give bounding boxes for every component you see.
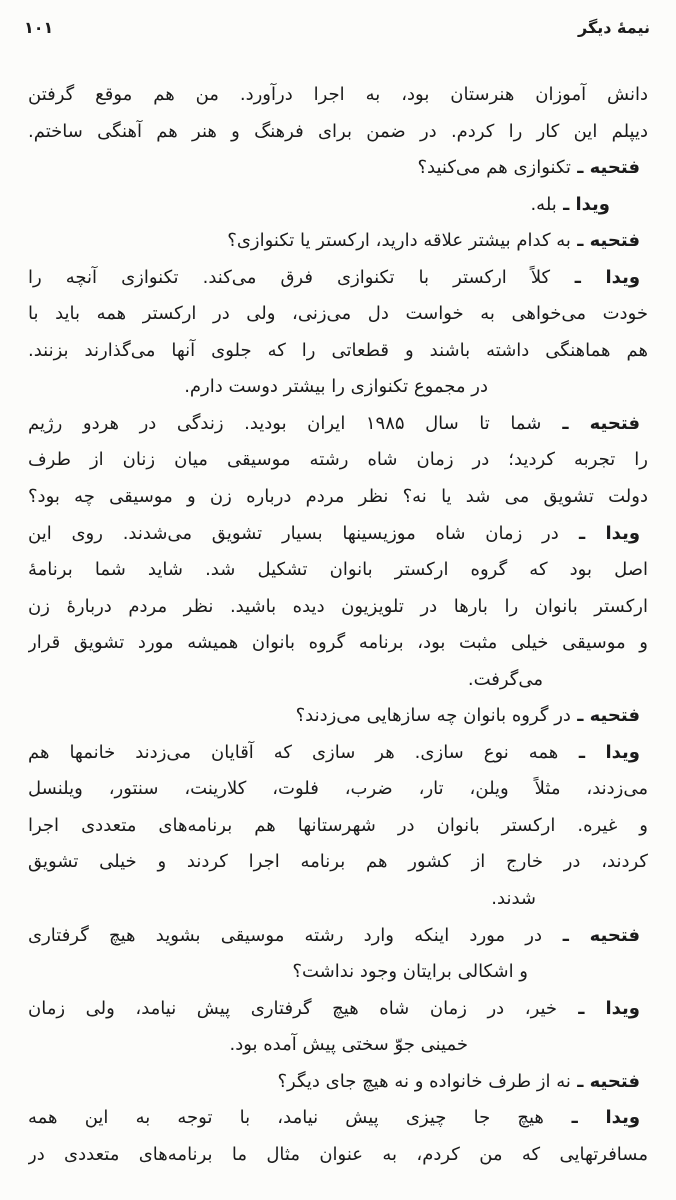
text-line (28, 844, 648, 881)
page-body (0, 77, 676, 1173)
line-text: دیپلم این کار را کردم. در ضمن برای فرهنگ و هنر هم آهنگی ساختم. (28, 120, 648, 142)
text-line (28, 698, 640, 735)
line-text: شما تا سال ۱۹۸۵ ایران بودید. زندگی در هردو رژیم (28, 412, 542, 434)
line-text: کلاً ارکستر با تکنوازی فرق می‌کند. تکنوازی آنچه را (28, 266, 551, 288)
text-line (28, 296, 648, 333)
speaker-dash: ـ (556, 193, 576, 215)
speaker-name: ویدا (605, 1107, 640, 1129)
page-number: ۱۰۱ (24, 18, 54, 37)
text-line (28, 223, 640, 260)
speaker-dash: ـ (541, 412, 590, 434)
line-text: نه از طرف خانواده و نه هیچ جای دیگر؟ (277, 1070, 571, 1092)
speaker-dash: ـ (558, 741, 606, 763)
text-line (28, 991, 640, 1028)
line-text: مسافرتهایی که من کردم، به عنوان مثال ما برنامه‌های متعددی در (28, 1143, 648, 1165)
text-line (28, 589, 648, 626)
text-line (28, 552, 648, 589)
speaker-dash: ـ (570, 157, 590, 179)
speaker-dash: ـ (543, 1107, 606, 1129)
line-text: به کدام بیشتر علاقه دارید، ارکستر یا تکنوازی؟ (227, 230, 571, 252)
text-line (28, 1137, 648, 1174)
line-text: و غیره. ارکستر بانوان در شهرستانها هم برنامه‌های متعددی اجرا (28, 814, 648, 836)
text-line (28, 333, 648, 370)
text-line (28, 77, 648, 114)
text-line (28, 735, 640, 772)
speaker-dash: ـ (570, 705, 590, 727)
text-line (28, 442, 648, 479)
line-text: و موسیقی خیلی مثبت بود، برنامه گروه بانوان همیشه مورد تشویق قرار (28, 632, 648, 654)
text-line (28, 369, 488, 406)
speaker-dash: ـ (550, 266, 606, 288)
text-line (28, 625, 648, 662)
text-line (28, 187, 610, 224)
line-text: را تجربه کردید؛ در زمان شاه رشته موسیقی میان زنان از طرف (28, 449, 648, 471)
text-line (28, 954, 528, 991)
line-text: تکنوازی هم می‌کنید؟ (417, 157, 571, 179)
line-text: هیچ جا چیزی پیش نیامد، با توجه به این همه (28, 1107, 544, 1129)
speaker-name: ویدا (575, 193, 610, 215)
speaker-name: ویدا (605, 997, 640, 1019)
line-text: در گروه بانوان چه سازهایی می‌زدند؟ (295, 705, 571, 727)
text-line (28, 771, 648, 808)
speaker-name: فتحیه (589, 924, 640, 946)
running-title: نیمۀ دیگر (577, 18, 650, 37)
line-text: هم هماهنگی داشته باشند و قطعاتی را که جلوی آنها می‌گذارند بزنند. (28, 339, 648, 361)
speaker-dash: ـ (557, 997, 606, 1019)
line-text: خمینی جوّ سختی پیش آمده بود. (229, 1034, 468, 1056)
text-line (28, 479, 648, 516)
speaker-name: فتحیه (589, 230, 640, 252)
speaker-dash: ـ (558, 522, 606, 544)
line-text: در مورد اینکه وارد رشته موسیقی بشوید هیچ گرفتاری (28, 924, 542, 946)
speaker-dash: ـ (570, 1070, 590, 1092)
line-text: خودت می‌خواهی به خواست دل می‌زنی، ولی در ارکستر همه باید با (28, 303, 648, 325)
speaker-name: فتحیه (589, 1070, 640, 1092)
line-text: اصل بود که گروه ارکستر بانوان تشکیل شد. شاید شما برنامۀ (28, 559, 648, 581)
line-text: بله. (530, 193, 557, 215)
line-text: دولت تشویق می شد یا نه؟ نظر مردم درباره زن و موسیقی چه بود؟ (28, 486, 648, 508)
line-text: شدند. (491, 888, 536, 910)
text-line (28, 881, 536, 918)
line-text: ارکستر بانوان را بارها در تلویزیون دیده باشید. نظر مردم دربارۀ زن (28, 595, 648, 617)
text-line (28, 260, 640, 297)
line-text: می‌زدند، مثلاً ویلن، تار، ضرب، فلوت، کلارینت، سنتور، ویلنسل (28, 778, 648, 800)
speaker-name: فتحیه (589, 412, 640, 434)
text-line (28, 114, 648, 151)
line-text: همه نوع سازی. هر سازی که آقایان می‌زدند خانمها هم (28, 741, 559, 763)
line-text: خیر، در زمان شاه هیچ گرفتاری پیش نیامد، ولی زمان (28, 997, 558, 1019)
line-text: دانش آموزان هنرستان بود، به اجرا درآورد. من هم موقع گرفتن (28, 84, 648, 105)
speaker-name: فتحیه (589, 705, 640, 727)
line-text: در مجموع تکنوازی را بیشتر دوست دارم. (184, 376, 488, 398)
text-line (28, 516, 640, 553)
text-line (28, 662, 543, 699)
line-text: و اشکالی برایتان وجود نداشت؟ (292, 961, 528, 983)
text-line (28, 1100, 640, 1137)
page-header (0, 0, 676, 48)
line-text: در زمان شاه موزیسینها بسیار تشویق می‌شدند. روی این (28, 522, 559, 544)
speaker-name: ویدا (605, 266, 640, 288)
speaker-dash: ـ (541, 924, 590, 946)
text-line (28, 1064, 640, 1101)
line-text: کردند، در خارج از کشور هم برنامه اجرا کردند و خیلی تشویق (28, 851, 648, 873)
text-line (28, 1027, 468, 1064)
text-line (28, 150, 640, 187)
text-line (28, 918, 640, 955)
speaker-name: ویدا (605, 741, 640, 763)
text-line (28, 406, 640, 443)
speaker-name: ویدا (605, 522, 640, 544)
line-text: می‌گرفت. (467, 668, 543, 690)
speaker-dash: ـ (570, 230, 590, 252)
speaker-name: فتحیه (589, 157, 640, 179)
text-line (28, 808, 648, 845)
